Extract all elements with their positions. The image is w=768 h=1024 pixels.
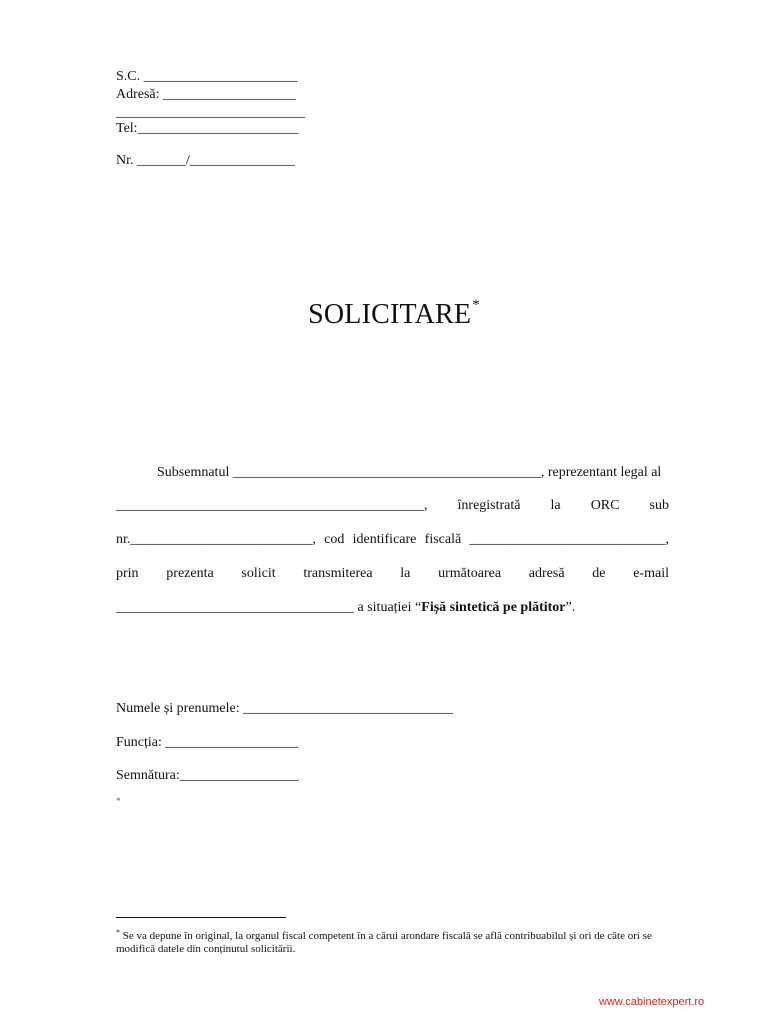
source-watermark: www.cabinetexpert.ro: [599, 996, 705, 1008]
body-word: transmiterea: [303, 566, 373, 581]
body-word: prin: [116, 566, 139, 581]
body-word: înregistrată: [457, 498, 521, 513]
stray-footnote-marker: *: [116, 796, 121, 806]
report-name: Fișă sintetică pe plătitor: [421, 600, 566, 615]
body-word: nr.__________________________,: [116, 532, 316, 547]
body-word: sub: [649, 498, 669, 513]
body-word: următoarea: [438, 566, 502, 581]
body-word: identificare: [352, 532, 417, 547]
body-word: cod: [324, 532, 345, 547]
footnote-divider: [116, 917, 286, 918]
body-word: ____________________________________________,: [116, 498, 428, 513]
name-line: Numele și prenumele: ______________________________: [116, 701, 454, 716]
body-word: fiscală: [424, 532, 462, 547]
title-text: SOLICITARE: [308, 299, 472, 330]
body-line-5: [116, 599, 575, 617]
quote-close: ”.: [565, 600, 576, 615]
email-blank-prefix: __________________________________ a situației “: [116, 600, 422, 615]
footnote: [116, 926, 671, 956]
body-word: solicit: [241, 566, 276, 581]
company-line: S.C. ______________________: [116, 69, 298, 84]
address-line: Adresă: ___________________: [116, 87, 297, 102]
title-footnote-marker: *: [472, 297, 480, 313]
body-line-2: [116, 497, 669, 515]
number-line: Nr. _______/_______________: [116, 153, 295, 168]
footnote-text: Se va depune în original, la organul fiscal competent în a cărui arondare fiscală se află contribuabilul și ori de câte ori se modifică datele din conținutul solicitării.: [116, 930, 652, 955]
body-word: la: [400, 566, 411, 581]
body-word: ORC: [590, 498, 620, 513]
body-word: la: [550, 498, 561, 513]
body-line-1: Subsemnatul ____________________________________________, reprezentant legal al: [157, 465, 662, 480]
body-line-3: [116, 531, 669, 549]
body-word: adresă: [528, 566, 565, 581]
signature-line: Semnătura:_________________: [116, 768, 299, 783]
body-word: de: [592, 566, 606, 581]
phone-line: Tel:_______________________: [116, 121, 299, 136]
address-line-2: ___________________________: [116, 105, 305, 120]
body-word: ____________________________,: [469, 532, 669, 547]
document-title: [0, 285, 768, 335]
body-word: e-mail: [633, 566, 669, 581]
function-line: Funcția: ___________________: [116, 735, 299, 750]
body-line-4: [116, 565, 669, 583]
body-word: prezenta: [166, 566, 214, 581]
footnote-marker: *: [116, 928, 120, 937]
